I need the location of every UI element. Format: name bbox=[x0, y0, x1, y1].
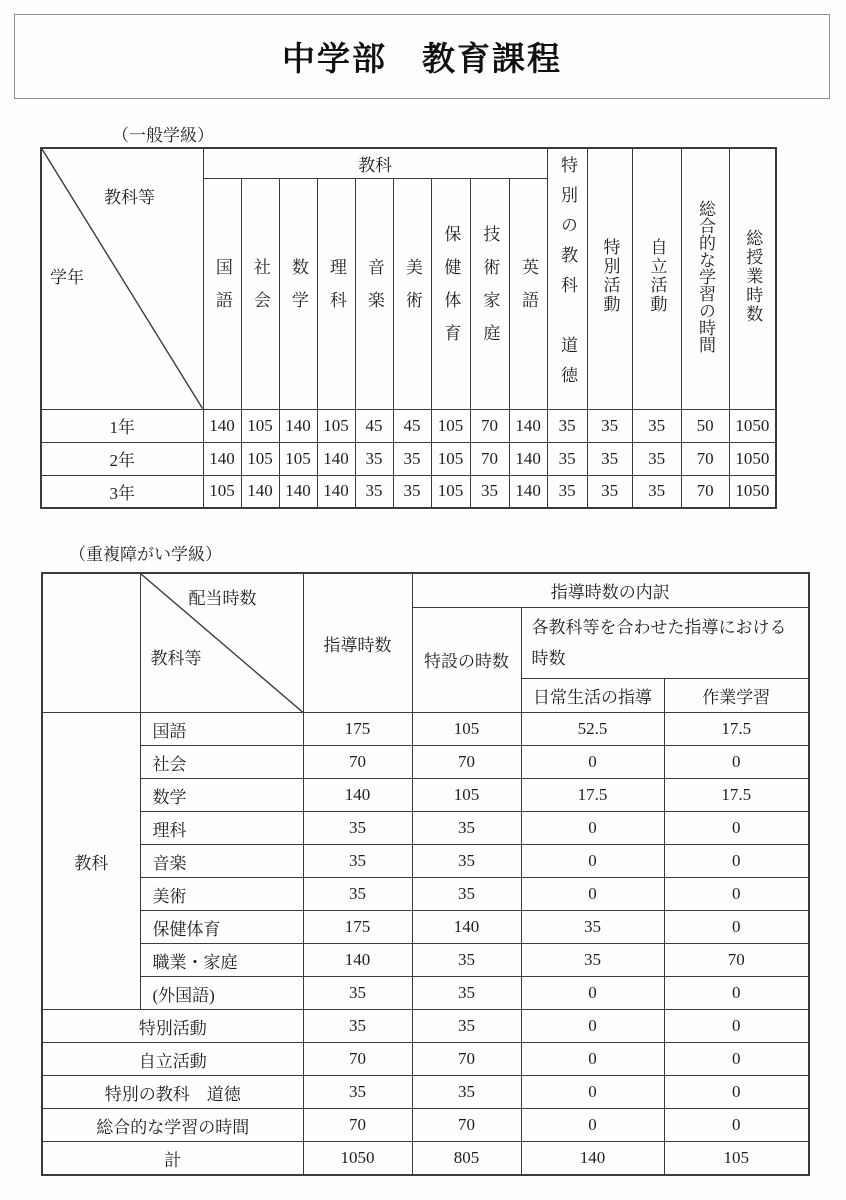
subject-row bbox=[42, 878, 809, 911]
col-header-work-study: 作業学習 bbox=[664, 679, 809, 713]
t1-header-row-1 bbox=[41, 148, 776, 178]
subject-row bbox=[42, 713, 809, 746]
hours-cell: 35 bbox=[521, 911, 664, 944]
hours-cell: 0 bbox=[664, 878, 809, 911]
subject-column-header: 英語 bbox=[509, 178, 547, 409]
hours-cell: 140 bbox=[509, 442, 547, 475]
subject-column-header: 理科 bbox=[317, 178, 355, 409]
hours-cell: 0 bbox=[664, 1010, 809, 1043]
activity-label: 自立活動 bbox=[42, 1043, 303, 1076]
hours-cell: 35 bbox=[303, 845, 412, 878]
hours-cell: 105 bbox=[317, 409, 355, 442]
hours-cell: 35 bbox=[303, 1076, 412, 1109]
hours-cell: 1050 bbox=[729, 442, 776, 475]
hours-cell: 70 bbox=[664, 944, 809, 977]
hours-cell: 105 bbox=[431, 409, 470, 442]
hours-cell: 35 bbox=[412, 1076, 521, 1109]
hours-cell: 35 bbox=[547, 475, 587, 508]
subject-column-header: 保健体育 bbox=[431, 178, 470, 409]
hours-cell: 140 bbox=[317, 475, 355, 508]
corner-bottom-label: 教科等 bbox=[150, 649, 202, 668]
hours-cell: 0 bbox=[664, 845, 809, 878]
subject-label: 国語 bbox=[140, 713, 303, 746]
hours-cell: 140 bbox=[509, 475, 547, 508]
activity-row bbox=[42, 1043, 809, 1076]
hours-cell: 0 bbox=[664, 746, 809, 779]
hours-cell: 17.5 bbox=[664, 713, 809, 746]
col-header-special-set-hours: 特設の時数 bbox=[412, 607, 521, 713]
section1-label: （一般学級） bbox=[112, 126, 214, 145]
hours-cell: 105 bbox=[431, 442, 470, 475]
total-label: 計 bbox=[42, 1142, 303, 1175]
col-header-integrated-study: 総合的な学習の時間 bbox=[681, 148, 729, 409]
hours-cell: 1050 bbox=[729, 475, 776, 508]
hours-cell: 0 bbox=[521, 845, 664, 878]
hours-cell: 0 bbox=[521, 1043, 664, 1076]
hours-cell: 35 bbox=[412, 1010, 521, 1043]
subject-row bbox=[42, 977, 809, 1010]
hours-cell: 35 bbox=[547, 442, 587, 475]
total-hours-cell: 805 bbox=[412, 1142, 521, 1175]
grade-label: 2年 bbox=[41, 442, 203, 475]
col-header-special-activities: 特別活動 bbox=[587, 148, 632, 409]
subject-column-header: 国語 bbox=[203, 178, 241, 409]
page-title: 中学部 教育課程 bbox=[282, 40, 562, 77]
hours-cell: 35 bbox=[393, 475, 431, 508]
hours-cell: 35 bbox=[587, 409, 632, 442]
hours-cell: 70 bbox=[303, 746, 412, 779]
subject-row bbox=[42, 746, 809, 779]
hours-cell: 35 bbox=[412, 878, 521, 911]
subject-label: 職業・家庭 bbox=[140, 944, 303, 977]
hours-cell: 70 bbox=[303, 1109, 412, 1142]
col-header-independent-activities: 自立活動 bbox=[632, 148, 681, 409]
hours-cell: 35 bbox=[412, 812, 521, 845]
hours-cell: 35 bbox=[632, 409, 681, 442]
breakdown-group-header: 指導時数の内訳 bbox=[412, 573, 809, 607]
corner-bottom-label: 学年 bbox=[50, 268, 84, 287]
t2-empty-corner-cell bbox=[42, 573, 140, 713]
hours-cell: 140 bbox=[303, 944, 412, 977]
hours-cell: 0 bbox=[664, 977, 809, 1010]
activity-row bbox=[42, 1109, 809, 1142]
hours-cell: 35 bbox=[547, 409, 587, 442]
activity-label: 特別活動 bbox=[42, 1010, 303, 1043]
col-header-moral-education: 特別の教科 道徳 bbox=[547, 148, 587, 409]
hours-cell: 105 bbox=[279, 442, 317, 475]
t2-header-row-1 bbox=[42, 573, 809, 607]
hours-cell: 35 bbox=[303, 977, 412, 1010]
hours-cell: 175 bbox=[303, 911, 412, 944]
activity-row bbox=[42, 1076, 809, 1109]
hours-cell: 140 bbox=[279, 475, 317, 508]
hours-cell: 1050 bbox=[729, 409, 776, 442]
hours-cell: 70 bbox=[412, 746, 521, 779]
subject-label: 数学 bbox=[140, 779, 303, 812]
subject-row bbox=[42, 779, 809, 812]
subjects-group-label: 教科 bbox=[42, 713, 140, 1010]
hours-cell: 35 bbox=[521, 944, 664, 977]
hours-cell: 140 bbox=[317, 442, 355, 475]
hours-cell: 35 bbox=[303, 812, 412, 845]
hours-cell: 70 bbox=[470, 409, 509, 442]
title-box bbox=[14, 14, 830, 99]
activity-label: 総合的な学習の時間 bbox=[42, 1109, 303, 1142]
total-hours-cell: 1050 bbox=[303, 1142, 412, 1175]
subject-column-header: 美術 bbox=[393, 178, 431, 409]
t1-corner-cell bbox=[41, 148, 203, 409]
subject-column-header: 数学 bbox=[279, 178, 317, 409]
hours-cell: 35 bbox=[632, 442, 681, 475]
hours-cell: 105 bbox=[412, 713, 521, 746]
subject-label: (外国語) bbox=[140, 977, 303, 1010]
hours-cell: 35 bbox=[303, 1010, 412, 1043]
hours-cell: 45 bbox=[393, 409, 431, 442]
hours-cell: 70 bbox=[303, 1043, 412, 1076]
subject-column-header: 技術家庭 bbox=[470, 178, 509, 409]
total-hours-cell: 140 bbox=[521, 1142, 664, 1175]
hours-cell: 70 bbox=[412, 1043, 521, 1076]
hours-cell: 35 bbox=[632, 475, 681, 508]
hours-cell: 0 bbox=[521, 1010, 664, 1043]
hours-cell: 0 bbox=[521, 977, 664, 1010]
hours-cell: 140 bbox=[412, 911, 521, 944]
hours-cell: 35 bbox=[412, 944, 521, 977]
hours-cell: 35 bbox=[412, 977, 521, 1010]
t2-corner-cell bbox=[140, 573, 303, 713]
col-header-instruction-hours: 指導時数 bbox=[303, 573, 412, 713]
hours-cell: 105 bbox=[412, 779, 521, 812]
hours-cell: 35 bbox=[587, 475, 632, 508]
hours-cell: 45 bbox=[355, 409, 393, 442]
hours-cell: 140 bbox=[279, 409, 317, 442]
hours-cell: 0 bbox=[521, 1109, 664, 1142]
hours-cell: 0 bbox=[521, 878, 664, 911]
hours-cell: 0 bbox=[664, 1076, 809, 1109]
hours-cell: 35 bbox=[470, 475, 509, 508]
hours-cell: 17.5 bbox=[521, 779, 664, 812]
combined-instruction-header: 各教科等を合わせた指導における時数 bbox=[521, 607, 809, 679]
hours-cell: 175 bbox=[303, 713, 412, 746]
hours-cell: 105 bbox=[241, 442, 279, 475]
multiple-disability-classes-table bbox=[41, 572, 810, 1176]
hours-cell: 0 bbox=[664, 911, 809, 944]
hours-cell: 105 bbox=[241, 409, 279, 442]
subject-row bbox=[42, 812, 809, 845]
hours-cell: 35 bbox=[303, 878, 412, 911]
hours-cell: 140 bbox=[203, 409, 241, 442]
grade-row bbox=[41, 442, 776, 475]
total-row bbox=[42, 1142, 809, 1175]
corner-top-label: 配当時数 bbox=[188, 589, 257, 608]
section2-label: （重複障がい学級） bbox=[69, 545, 222, 564]
hours-cell: 0 bbox=[664, 1043, 809, 1076]
hours-cell: 105 bbox=[203, 475, 241, 508]
subject-label: 音楽 bbox=[140, 845, 303, 878]
hours-cell: 70 bbox=[412, 1109, 521, 1142]
hours-cell: 0 bbox=[664, 1109, 809, 1142]
subject-row bbox=[42, 845, 809, 878]
total-hours-cell: 105 bbox=[664, 1142, 809, 1175]
hours-cell: 35 bbox=[587, 442, 632, 475]
general-classes-table bbox=[40, 147, 777, 509]
hours-cell: 70 bbox=[681, 475, 729, 508]
subject-label: 社会 bbox=[140, 746, 303, 779]
corner-top-label: 教科等 bbox=[104, 188, 155, 207]
grade-row bbox=[41, 409, 776, 442]
col-header-total-hours: 総授業時数 bbox=[729, 148, 776, 409]
subject-row bbox=[42, 944, 809, 977]
grade-label: 3年 bbox=[41, 475, 203, 508]
hours-cell: 35 bbox=[355, 475, 393, 508]
hours-cell: 35 bbox=[412, 845, 521, 878]
hours-cell: 140 bbox=[241, 475, 279, 508]
activity-label: 特別の教科 道徳 bbox=[42, 1076, 303, 1109]
hours-cell: 0 bbox=[521, 746, 664, 779]
hours-cell: 140 bbox=[509, 409, 547, 442]
hours-cell: 140 bbox=[203, 442, 241, 475]
hours-cell: 35 bbox=[355, 442, 393, 475]
subjects-group-header: 教科 bbox=[203, 148, 547, 178]
subject-label: 美術 bbox=[140, 878, 303, 911]
hours-cell: 105 bbox=[431, 475, 470, 508]
subject-column-header: 音楽 bbox=[355, 178, 393, 409]
subject-label: 理科 bbox=[140, 812, 303, 845]
subject-label: 保健体育 bbox=[140, 911, 303, 944]
hours-cell: 70 bbox=[470, 442, 509, 475]
grade-row bbox=[41, 475, 776, 508]
hours-cell: 35 bbox=[393, 442, 431, 475]
hours-cell: 140 bbox=[303, 779, 412, 812]
subject-row bbox=[42, 911, 809, 944]
hours-cell: 0 bbox=[664, 812, 809, 845]
col-header-daily-life: 日常生活の指導 bbox=[521, 679, 664, 713]
hours-cell: 70 bbox=[681, 442, 729, 475]
hours-cell: 17.5 bbox=[664, 779, 809, 812]
hours-cell: 50 bbox=[681, 409, 729, 442]
activity-row bbox=[42, 1010, 809, 1043]
hours-cell: 0 bbox=[521, 1076, 664, 1109]
hours-cell: 52.5 bbox=[521, 713, 664, 746]
subject-column-header: 社会 bbox=[241, 178, 279, 409]
grade-label: 1年 bbox=[41, 409, 203, 442]
hours-cell: 0 bbox=[521, 812, 664, 845]
